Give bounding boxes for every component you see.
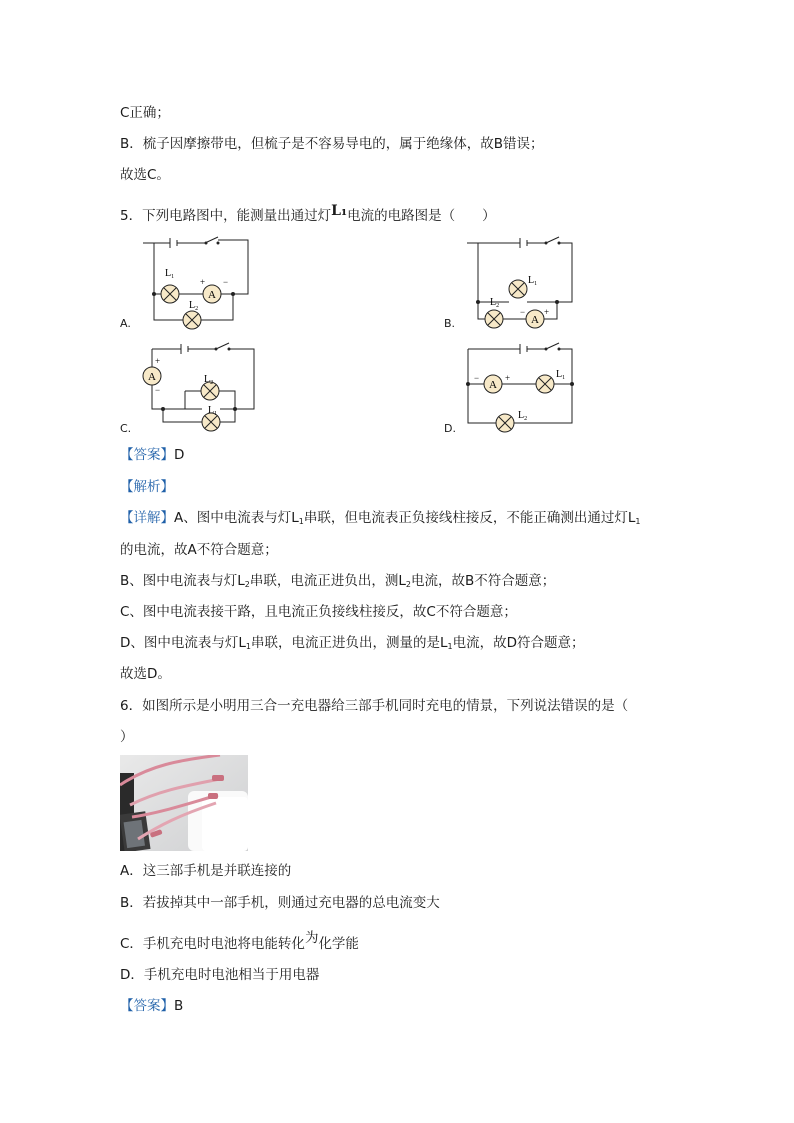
detail-d-text-3: 电流，故D符合题意；	[452, 635, 585, 651]
svg-text:L1: $L_1$	[528, 275, 538, 287]
svg-text:−: −	[474, 373, 480, 383]
lamp-icon	[536, 375, 554, 393]
circuit-c	[138, 342, 258, 432]
svg-text:L1: $L_1$	[208, 405, 218, 417]
ammeter-icon	[526, 310, 544, 328]
answer-tag: 【答案】	[120, 998, 174, 1014]
detail-tag: 【详解】	[120, 510, 174, 526]
subscript: 2	[244, 580, 250, 589]
ammeter-icon	[484, 375, 502, 393]
circuit-a	[140, 236, 255, 326]
question-5-pre: 5．下列电路图中，能测量出通过灯	[120, 208, 332, 224]
svg-text:+: +	[200, 277, 206, 287]
option-6-a: A．这三部手机是并联连接的	[120, 863, 292, 879]
svg-text:+: +	[155, 356, 161, 366]
question-5	[120, 203, 496, 225]
svg-text:−: −	[520, 307, 526, 317]
detail-d	[120, 634, 585, 656]
ammeter-icon	[203, 285, 221, 303]
ammeter-icon	[143, 367, 161, 385]
circuit-b	[464, 236, 579, 331]
detail-a-line-1	[120, 509, 640, 531]
detail-d-text: D、图中电流表与灯L	[120, 635, 246, 651]
detail-d-text-2: 串联，电流正进负出，测量的是L	[251, 635, 448, 651]
question-5-post: 电流的电路图是（ ）	[347, 208, 496, 224]
question-6-line-2: ）	[120, 729, 134, 745]
option-6-c-text: C．手机充电时电池将电能转化	[120, 936, 305, 952]
detail-c: C、图中电流表接干路，且电流正负接线柱接反，故C不符合题意；	[120, 604, 517, 620]
svg-text:A: A	[148, 371, 156, 383]
svg-text:L2: $L_2$	[490, 297, 500, 309]
detail-a-text: A、图中电流表与灯L	[174, 510, 299, 526]
svg-text:L2: $L_2$	[518, 410, 528, 422]
detail-b-text-3: 电流，故B不符合题意；	[411, 573, 556, 589]
answer-6	[120, 997, 183, 1015]
text-choose-c: 故选C。	[120, 167, 170, 183]
question-6-line-1: 6．如图所示是小明用三合一充电器给三部手机同时充电的情景，下列说法错误的是（	[120, 698, 629, 714]
subscript: 1	[447, 642, 453, 651]
answer-tag: 【答案】	[120, 447, 174, 463]
lamp-icon	[496, 414, 514, 432]
svg-text:+: +	[544, 307, 550, 317]
analysis-tag: 【解析】	[120, 479, 174, 495]
lamp-icon	[183, 311, 201, 329]
svg-text:L1: $L_1$	[556, 369, 566, 381]
detail-a-line-2: 的电流，故A不符合题意；	[120, 542, 278, 558]
detail-a-text-2: 串联，但电流表正负接线柱接反，不能正确测出通过灯L	[303, 510, 636, 526]
svg-text:+: +	[505, 373, 511, 383]
option-6-c-raised: 为	[304, 930, 319, 946]
detail-b-text-2: 串联，电流正进负出，测L	[249, 573, 406, 589]
svg-text:L1: $L_1$	[165, 268, 175, 280]
svg-text:A: A	[531, 314, 539, 326]
svg-text:−: −	[155, 385, 161, 395]
circuit-d	[464, 342, 584, 432]
detail-b	[120, 572, 555, 594]
question-5-l1: L₁	[331, 203, 348, 219]
option-6-c-text-2: 化学能	[318, 936, 359, 952]
detail-b-text: B、图中电流表与灯L	[120, 573, 245, 589]
svg-text:L2: $L_2$	[204, 374, 214, 386]
option-6-c	[120, 930, 359, 953]
option-6-d: D．手机充电时电池相当于用电器	[120, 967, 320, 983]
answer-value: D	[174, 447, 185, 463]
option-c-label: C.	[120, 422, 132, 435]
svg-text:A: A	[208, 289, 216, 301]
option-d-label: D.	[444, 422, 456, 435]
option-a-label: A.	[120, 317, 131, 330]
text-choose-d: 故选D。	[120, 666, 171, 682]
subscript: 2	[405, 580, 412, 589]
text-c-correct: C正确；	[120, 105, 170, 121]
subscript: 1	[245, 642, 252, 651]
lamp-icon	[161, 285, 179, 303]
svg-text:L2: $L_2$	[189, 300, 199, 312]
option-6-b: B．若拔掉其中一部手机，则通过充电器的总电流变大	[120, 895, 440, 911]
lamp-icon	[485, 310, 503, 328]
text-b-wrong: B．梳子因摩擦带电，但梳子是不容易导电的，属于绝缘体，故B错误；	[120, 136, 544, 152]
answer-5	[120, 446, 184, 464]
svg-text:−: −	[223, 277, 229, 287]
option-b-label: B.	[444, 317, 456, 330]
answer-value: B	[174, 998, 184, 1014]
lamp-icon	[509, 280, 527, 298]
svg-text:A: A	[489, 379, 497, 391]
charger-photo	[120, 755, 248, 851]
subscript: 1	[635, 517, 641, 526]
subscript: 1	[298, 517, 304, 526]
